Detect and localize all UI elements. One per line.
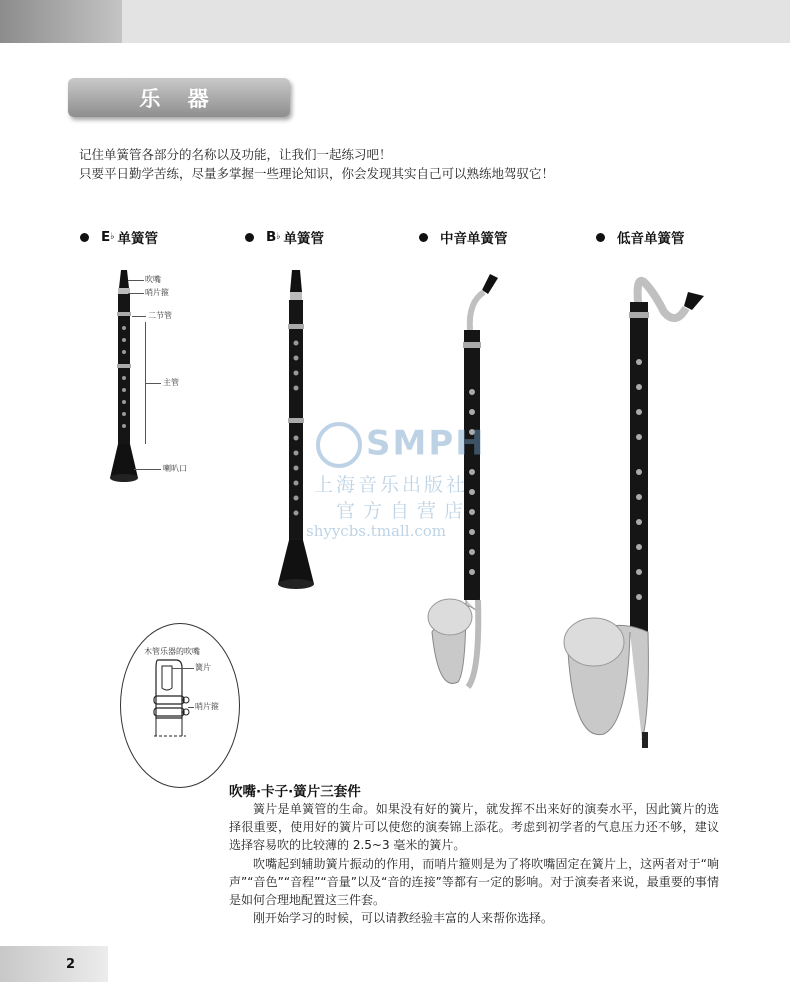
instrument-label-bass [596,227,685,247]
watermark-store: 官方自营店 [336,500,472,522]
section-title-box [68,78,290,117]
part-label-ligature: 哨片箍 [145,288,169,297]
leader-line [188,707,194,708]
instrument-label-alto [419,227,508,247]
publisher-watermark [296,418,496,548]
watermark-logo [316,422,486,468]
eflat-clarinet-image [104,268,144,486]
bass-clarinet-image [564,272,710,750]
flat-sign: ♭ [276,232,281,242]
page-number-tab [0,946,108,982]
article-paragraph: 吹嘴起到辅助簧片振动的作用，而哨片箍则是为了将吹嘴固定在簧片上，这两者对于“响声”“音色”“音程”“音量”以及“音的连接”等都有一定的影响。对于演奏者来说，最重要的事情是如何合理地配置这三件套。 [229,856,719,908]
article-heading: 吹嘴·卡子·簧片三套件 [229,784,361,800]
bullet-icon [245,233,254,242]
instrument-prefix: B [266,229,277,245]
instrument-label-eflat [80,227,158,247]
instrument-label-bflat [245,227,324,247]
instrument-name: 单簧管 [283,231,325,247]
instrument-prefix: E [101,229,111,245]
part-label-mouthpiece: 吹嘴 [145,275,161,284]
instrument-name: 低音单簧管 [617,231,685,247]
article-body [229,800,719,927]
leader-line [145,383,161,384]
part-label-barrel: 二节管 [148,311,172,320]
leader-line [134,469,161,470]
intro-text [79,145,554,183]
watermark-url: shyycbs.tmall.com [306,522,446,540]
diagram-title: 木管乐器的吹嘴 [144,647,200,656]
diagram-label-ligature: 哨片箍 [195,702,219,711]
part-label-body: 主管 [163,378,179,387]
leader-line [128,293,144,294]
leader-line [132,316,146,317]
intro-line-1: 记住单簧管各部分的名称以及功能，让我们一起练习吧！ [79,147,392,162]
watermark-logo-text: SMPH [366,423,486,464]
bullet-icon [596,233,605,242]
mouthpiece-illustration [150,658,194,744]
leader-line [172,668,194,669]
bullet-icon [80,233,89,242]
article-paragraph: 刚开始学习的时候，可以请教经验丰富的人来帮你选择。 [253,911,554,926]
intro-line-2: 只要平日勤学苦练，尽量多掌握一些理论知识，你会发现其实自己可以熟练地驾驭它！ [79,166,555,181]
bullet-icon [419,233,428,242]
page-number: 2 [66,957,76,972]
article-paragraph: 簧片是单簧管的生命。如果没有好的簧片，就发挥不出来好的演奏水平，因此簧片的选择很重要，使用好的簧片可以使您的演奏锦上添花。考虑到初学者的气息压力还不够，建议选择容易吹的比较薄的 2.5~3 毫米的簧片。 [229,802,719,853]
watermark-publisher: 上海音乐出版社 [314,474,469,496]
leader-line [128,280,144,281]
part-label-bell: 喇叭口 [163,464,187,473]
header-band [122,0,790,43]
publisher-logo-icon [316,422,362,468]
instrument-name: 单簧管 [117,231,158,247]
header-accent-block [0,0,122,43]
diagram-label-reed: 簧片 [195,663,211,672]
instrument-name: 中音单簧管 [440,231,508,247]
flat-sign: ♭ [110,232,115,242]
section-title: 乐 器 [139,86,219,111]
